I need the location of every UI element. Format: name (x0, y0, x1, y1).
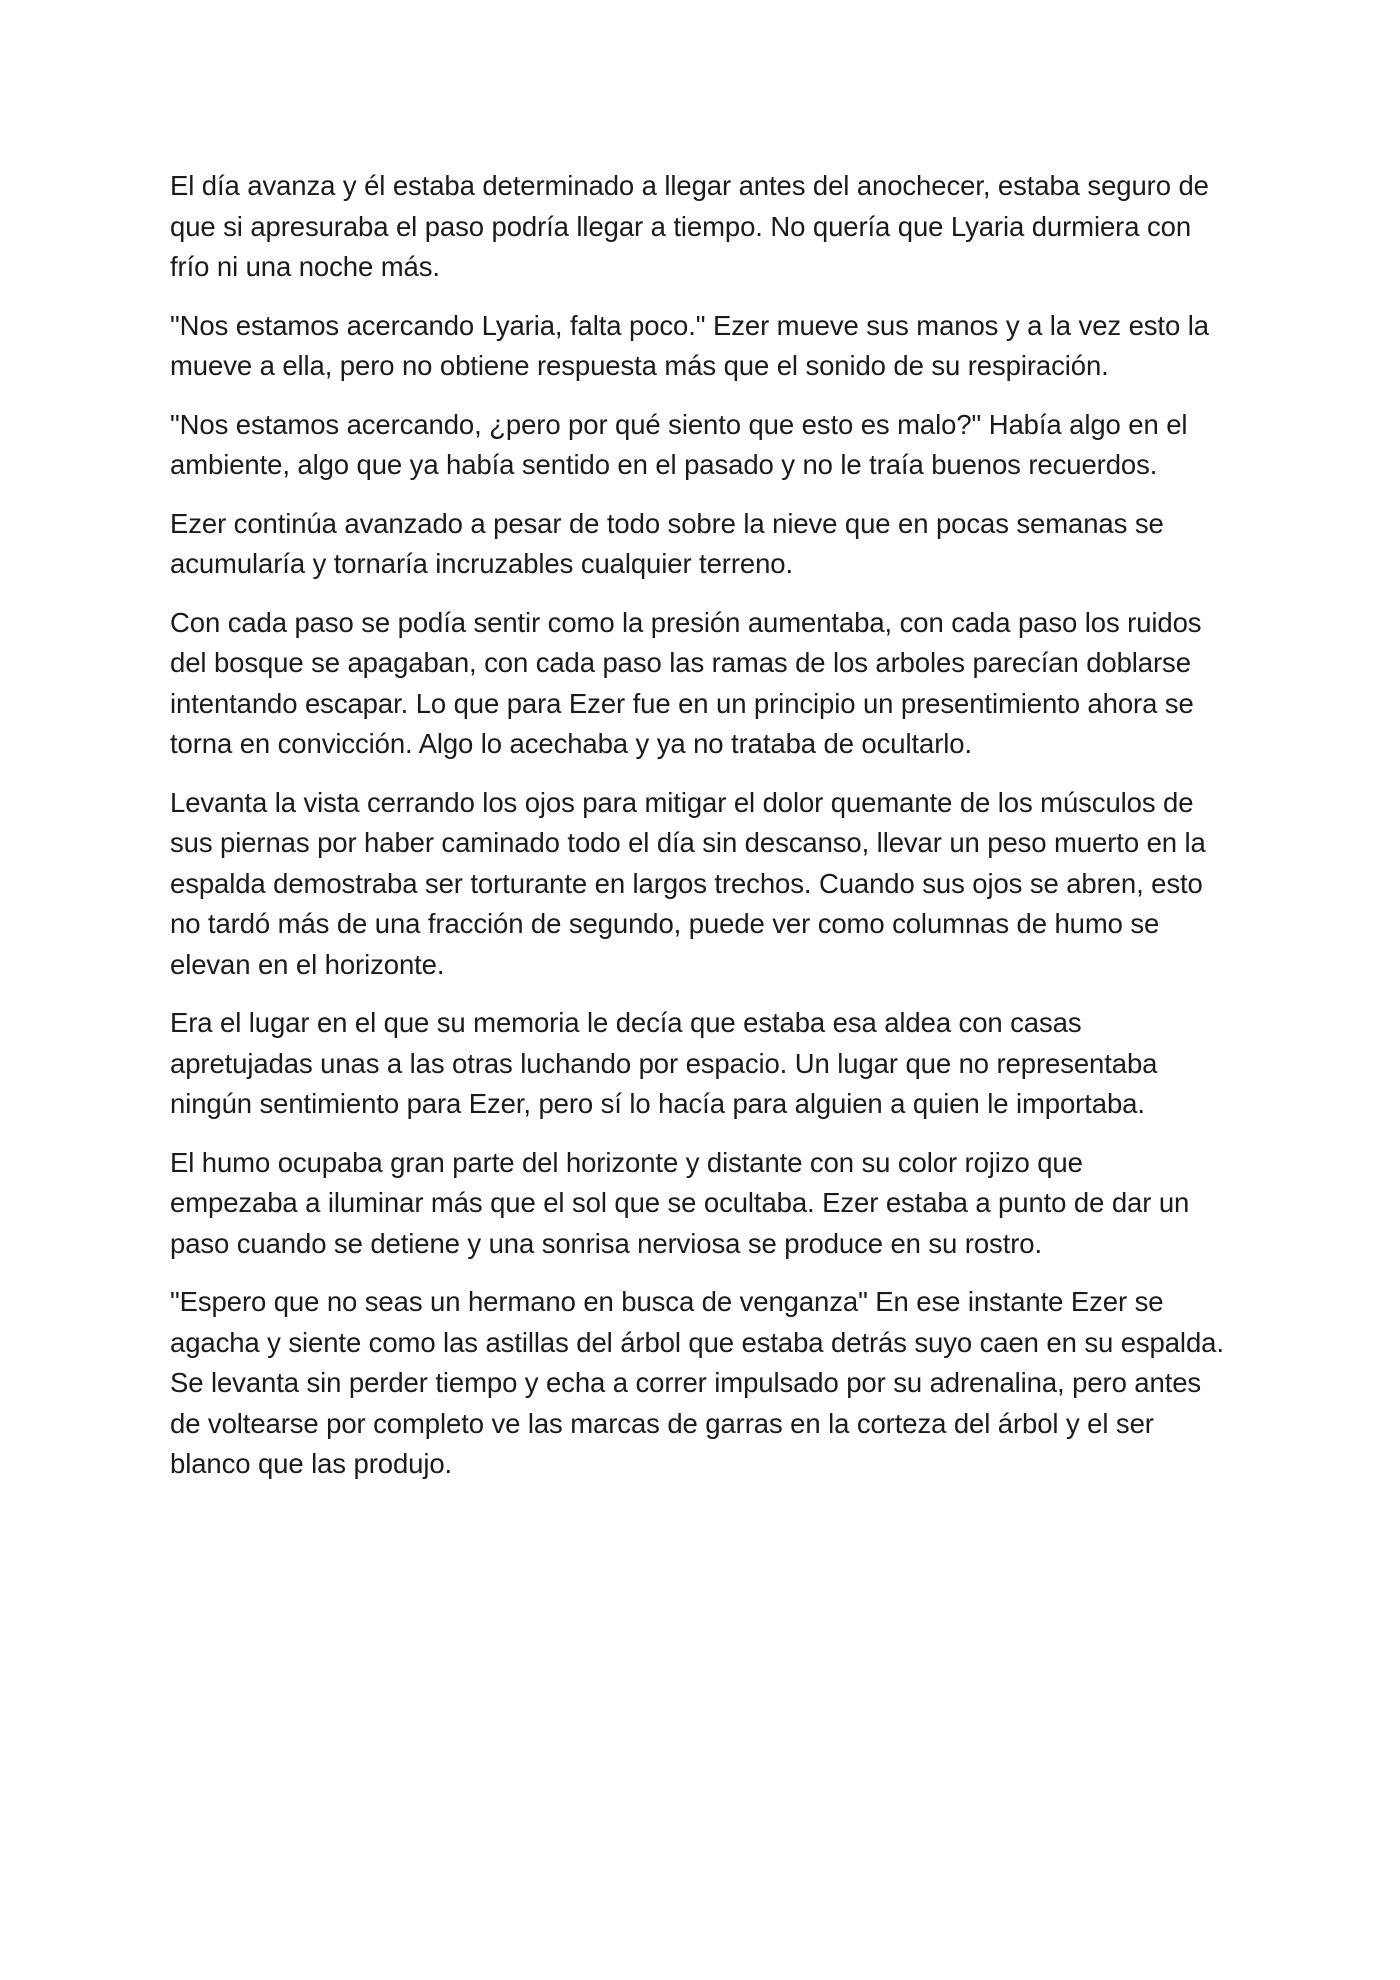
text-line: apretujadas unas a las otras luchando por espacio. Un lugar que no representaba (170, 1047, 1158, 1079)
text-line: empezaba a iluminar más que el sol que se ocultaba. Ezer estaba a punto de dar un (170, 1187, 1190, 1218)
text-line: del bosque se apagaban, con cada paso las ramas de los arboles parecían doblarse (170, 647, 1191, 678)
text-line: Levanta la vista cerrando los ojos para mitigar el dolor quemante de los músculos de (170, 786, 1194, 818)
text-line: elevan en el horizonte. (170, 948, 445, 980)
document-body (170, 166, 1236, 1503)
text-line: espalda demostraba ser torturante en largos trechos. Cuando sus ojos se abren, esto (170, 867, 1203, 899)
text-line: ambiente, algo que ya había sentido en el pasado y no le traía buenos recuerdos. (170, 449, 1158, 480)
text-line: paso cuando se detiene y una sonrisa nerviosa se produce en su rostro. (170, 1227, 1043, 1259)
text-line: blanco que las produjo. (170, 1448, 453, 1479)
paragraph (170, 603, 1236, 765)
paragraph (170, 306, 1236, 387)
text-line: de voltearse por completo ve las marcas de garras en la corteza del árbol y el ser (170, 1407, 1154, 1439)
paragraph (170, 504, 1236, 585)
text-line: "Nos estamos acercando Lyaria, falta poco." Ezer mueve sus manos y a la vez esto la (170, 309, 1209, 341)
text-line: "Nos estamos acercando, ¿pero por qué siento que esto es malo?" Había algo en el (170, 408, 1188, 440)
text-line: que si apresuraba el paso podría llegar a tiempo. No quería que Lyaria durmiera con (170, 210, 1192, 242)
text-line: Se levanta sin perder tiempo y echa a correr impulsado por su adrenalina, pero antes (170, 1367, 1202, 1398)
text-line: intentando escapar. Lo que para Ezer fue en un principio un presentimiento ahora se (170, 687, 1194, 719)
text-line: no tardó más de una fracción de segundo, puede ver como columnas de humo se (170, 908, 1160, 939)
paragraph (170, 1143, 1236, 1265)
paragraph (170, 166, 1236, 288)
paragraph (170, 1003, 1236, 1125)
text-line: Ezer continúa avanzado a pesar de todo sobre la nieve que en pocas semanas se (170, 507, 1164, 539)
paragraph (170, 405, 1236, 486)
text-line: agacha y siente como las astillas del árbol que estaba detrás suyo caen en su espalda. (170, 1326, 1224, 1358)
text-line: Con cada paso se podía sentir como la presión aumentaba, con cada paso los ruidos (170, 606, 1202, 638)
paragraph (170, 783, 1236, 986)
text-line: torna en convicción. Algo lo acechaba y ya no trataba de ocultarlo. (170, 728, 973, 759)
text-line: "Espero que no seas un hermano en busca de venganza" En ese instante Ezer se (170, 1286, 1164, 1317)
text-line: El día avanza y él estaba determinado a llegar antes del anochecer, estaba seguro de (170, 170, 1209, 201)
text-line: acumularía y tornaría incruzables cualquier terreno. (170, 548, 794, 579)
text-line: sus piernas por haber caminado todo el día sin descanso, llevar un peso muerto en la (170, 827, 1206, 858)
text-line: mueve a ella, pero no obtiene respuesta más que el sonido de su respiración. (170, 350, 1109, 381)
text-line: El humo ocupaba gran parte del horizonte y distante con su color rojizo que (170, 1146, 1083, 1178)
paragraph (170, 1282, 1236, 1485)
text-line: ningún sentimiento para Ezer, pero sí lo hacía para alguien a quien le importaba. (170, 1088, 1145, 1119)
text-line: Era el lugar en el que su memoria le decía que estaba esa aldea con casas (170, 1007, 1082, 1038)
text-line: frío ni una noche más. (170, 251, 440, 282)
